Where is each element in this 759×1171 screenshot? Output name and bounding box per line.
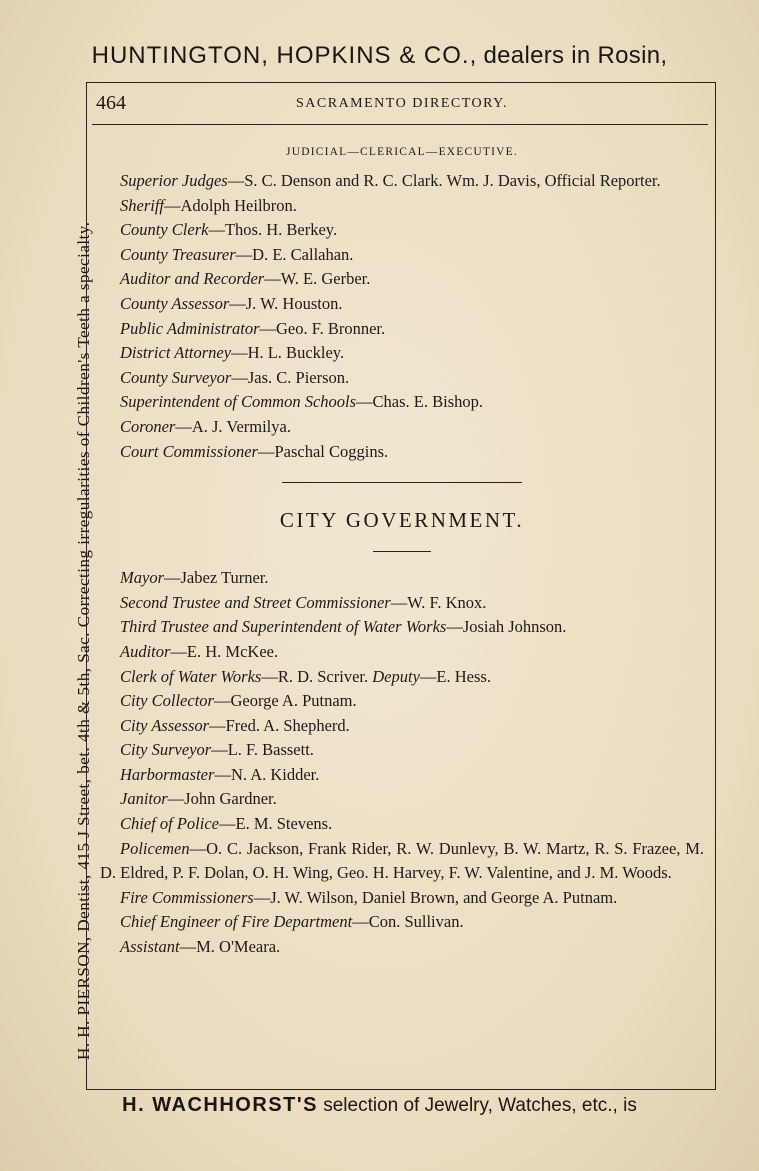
office-holder: —L. F. Bassett.	[211, 740, 314, 760]
directory-entry	[100, 738, 704, 763]
directory-entry	[100, 615, 704, 640]
directory-entry	[100, 243, 704, 268]
office-holder: —Josiah Johnson.	[446, 617, 567, 637]
top-ad-text: , dealers in Rosin,	[469, 42, 668, 69]
office-holder: —N. A. Kidder.	[214, 764, 320, 784]
office-holder: —W. E. Gerber.	[264, 269, 371, 289]
side-advertisement: H. H. PIERSON, Dentist, 415 J Street, bet. 4th & 5th, Sac. Correcting irregularities of Children's Teeth a specialty.	[74, 221, 93, 1060]
office-holder: —W. F. Knox.	[390, 592, 487, 612]
directory-entry	[100, 886, 704, 911]
office-title: Assistant	[120, 937, 180, 957]
directory-entry	[100, 366, 704, 391]
office-title: Mayor	[120, 568, 164, 588]
office-title: District Attorney	[120, 343, 232, 363]
office-holder: —A. J. Vermilya.	[175, 416, 291, 436]
directory-entry	[100, 714, 704, 739]
directory-entry	[100, 837, 704, 886]
office-title: Fire Commissioners	[120, 887, 254, 907]
office-title: City Assessor	[120, 715, 210, 735]
office-holder: —Jas. C. Pierson.	[231, 367, 350, 387]
office-title: City Surveyor	[120, 740, 212, 760]
directory-entry	[100, 591, 704, 616]
office-title: County Assessor	[120, 293, 230, 313]
directory-entry	[100, 218, 704, 243]
directory-entry	[100, 812, 704, 837]
bottom-ad-text: selection of Jewelry, Watches, etc., is	[317, 1095, 637, 1116]
directory-entry	[100, 341, 704, 366]
directory-entry	[100, 665, 704, 690]
directory-entry	[100, 640, 704, 665]
directory-content	[100, 143, 704, 960]
office-title: Sheriff	[120, 195, 164, 215]
office-title: City Collector	[120, 691, 214, 711]
directory-entry	[100, 169, 704, 194]
office-title: Third Trustee and Superintendent of Water Works	[120, 617, 447, 637]
directory-entry	[100, 935, 704, 960]
city-officers-list	[100, 566, 704, 960]
office-holder: —George A. Putnam.	[213, 691, 357, 711]
office-title: County Clerk	[120, 220, 209, 240]
office-title: Auditor	[120, 641, 171, 661]
directory-entry	[100, 440, 704, 465]
office-holder: —E. Hess.	[419, 666, 491, 686]
directory-entry	[100, 415, 704, 440]
office-title: Policemen	[120, 838, 190, 858]
office-holder: —Geo. F. Bronner.	[259, 318, 386, 338]
office-holder: —Thos. H. Berkey.	[208, 220, 338, 240]
office-title: Court Commissioner	[120, 441, 258, 461]
top-ad-firm: HUNTINGTON, HOPKINS & CO.	[91, 42, 470, 69]
office-title: County Surveyor	[120, 367, 232, 387]
office-title: County Treasurer	[120, 244, 236, 264]
directory-entry	[100, 390, 704, 415]
office-title: Auditor and Recorder	[120, 269, 265, 289]
title-rule	[373, 551, 431, 552]
bottom-advertisement	[0, 1094, 759, 1117]
office-holder: —O. C. Jackson, Frank Rider, R. W. Dunlevy, B. W. Martz, R. S. Frazee, M. D. Eldred, P. F. Dolan, O. H. Wing, Geo. H. Harvey, F. W. Valentine, and J. M. Woods.	[100, 838, 704, 883]
office-holder: —M. O'Meara.	[179, 937, 281, 957]
office-holder: —D. E. Callahan.	[235, 244, 354, 264]
office-title: Chief of Police	[120, 814, 219, 834]
office-holder: —S. C. Denson and R. C. Clark. Wm. J. Davis, Official Reporter.	[227, 171, 661, 190]
city-section-title: CITY GOVERNMENT.	[279, 508, 525, 533]
directory-entry	[100, 317, 704, 342]
office-holder: —R. D. Scriver.	[261, 666, 369, 686]
county-officers-list	[100, 169, 704, 464]
office-holder: —John Gardner.	[167, 789, 277, 809]
office-holder: —J. W. Houston.	[229, 293, 343, 313]
directory-entry	[100, 910, 704, 935]
office-holder: —E. M. Stevens.	[218, 814, 333, 834]
section-divider	[282, 482, 522, 483]
office-title: Superior Judges	[120, 171, 228, 190]
office-holder: —H. L. Buckley.	[231, 343, 345, 363]
office-holder: —J. W. Wilson, Daniel Brown, and George A. Putnam.	[253, 887, 618, 907]
office-title: Harbormaster	[120, 764, 215, 784]
office-title: Janitor	[120, 789, 168, 809]
directory-entry	[100, 292, 704, 317]
directory-entry	[100, 267, 704, 292]
bottom-ad-firm: H. WACHHORST'S	[122, 1094, 318, 1116]
office-holder: —E. H. McKee.	[170, 641, 279, 661]
directory-entry	[100, 763, 704, 788]
office-holder: —Fred. A. Shepherd.	[209, 715, 350, 735]
office-title: Chief Engineer of Fire Department	[120, 912, 353, 932]
office-holder: —Chas. E. Bishop.	[356, 392, 483, 412]
county-section-label: JUDICIAL—CLERICAL—EXECUTIVE.	[286, 146, 518, 158]
office-title: Clerk of Water Works	[120, 666, 262, 686]
office-title: Coroner	[120, 416, 176, 436]
running-head: SACRAMENTO DIRECTORY.	[296, 96, 508, 111]
directory-entry	[100, 566, 704, 591]
office-holder: —Jabez Turner.	[164, 568, 269, 588]
directory-entry	[100, 194, 704, 219]
top-advertisement	[0, 42, 759, 70]
office-holder: —Adolph Heilbron.	[164, 195, 297, 215]
office-holder: —Con. Sullivan.	[352, 912, 464, 932]
office-title: Public Administrator	[120, 318, 260, 338]
directory-entry	[100, 689, 704, 714]
directory-entry	[100, 787, 704, 812]
office-title: Second Trustee and Street Commissioner	[120, 592, 391, 612]
page-number: 464	[96, 92, 126, 114]
office-title: Deputy	[372, 666, 420, 686]
header-rule	[92, 124, 708, 125]
office-holder: —Paschal Coggins.	[257, 441, 389, 461]
page-header	[96, 92, 708, 118]
office-title: Superintendent of Common Schools	[120, 392, 357, 412]
